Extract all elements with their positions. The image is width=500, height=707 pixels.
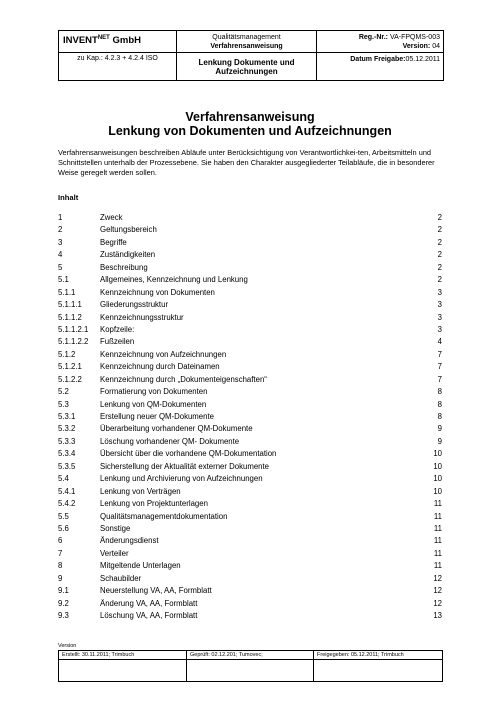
toc-entry[interactable] xyxy=(58,374,442,386)
toc-entry[interactable] xyxy=(58,436,442,448)
toc-entry[interactable] xyxy=(58,610,442,622)
toc-entry-number: 5.1.1.2.1 xyxy=(58,324,89,334)
document-header-table xyxy=(58,30,444,81)
toc-entry-page: 10 xyxy=(433,449,442,459)
toc-entry-number: 5.2 xyxy=(58,387,69,397)
toc-entry[interactable] xyxy=(58,498,442,510)
toc-entry-title: Lenkung von Verträgen xyxy=(100,486,181,496)
footer-signature-created xyxy=(59,660,187,682)
toc-entry-title: Formatierung von Dokumenten xyxy=(100,387,208,397)
toc-entry-number: 5.1 xyxy=(58,275,69,285)
toc-entry[interactable] xyxy=(58,598,442,610)
toc-entry-number: 9 xyxy=(58,573,63,583)
toc-entry-page: 8 xyxy=(437,412,442,421)
toc-entry-number: 9.2 xyxy=(58,598,69,608)
toc-entry-title: Fußzeilen xyxy=(100,337,135,347)
toc-entry-title: Gliederungsstruktur xyxy=(100,300,169,310)
toc-entry-title: Kennzeichnungsstruktur xyxy=(100,312,184,322)
release-date: Datum Freigabe:05.12.2011 xyxy=(350,56,440,63)
toc-entry-number: 7 xyxy=(58,548,63,558)
toc-entry-title: Lenkung von Projektunterlagen xyxy=(100,499,208,509)
toc-entry-page: 3 xyxy=(437,324,442,334)
toc-entry[interactable] xyxy=(58,473,442,485)
toc-entry-number: 5.4.1 xyxy=(58,486,76,496)
toc-entry-number: 2 xyxy=(58,225,63,235)
toc-entry[interactable] xyxy=(58,324,442,336)
toc-entry-number: 5.3.4 xyxy=(58,449,76,459)
toc-entry-number: 5.3.5 xyxy=(58,461,76,471)
toc-entry-page: 3 xyxy=(437,312,442,322)
company-cell xyxy=(59,31,177,53)
toc-entry-title: Verteiler xyxy=(100,548,129,558)
footer-signature-released xyxy=(314,660,443,682)
toc-entry-number: 9.3 xyxy=(58,611,69,620)
doc-type: Verfahrensanweisung xyxy=(210,43,283,50)
toc-entry-page: 2 xyxy=(437,225,442,235)
toc-entry-page: 10 xyxy=(433,474,442,484)
footer-signature-checked xyxy=(187,660,314,682)
toc-entry-page: 2 xyxy=(437,262,442,272)
toc-entry-title: Neuerstellung VA, AA, Formblatt xyxy=(100,586,212,596)
toc-entry[interactable] xyxy=(58,511,442,523)
toc-entry[interactable] xyxy=(58,535,442,547)
toc-entry[interactable] xyxy=(58,361,442,373)
toc-entry-page: 8 xyxy=(437,387,442,397)
footer-table xyxy=(58,650,443,682)
toc-entry[interactable] xyxy=(58,212,442,224)
toc-entry-number: 5.4.2 xyxy=(58,499,76,509)
toc-entry-number: 5.6 xyxy=(58,523,69,533)
subject-cell xyxy=(177,53,317,81)
toc-entry-page: 11 xyxy=(433,536,442,546)
toc-entry-page: 4 xyxy=(437,337,442,347)
toc-entry-number: 6 xyxy=(58,536,63,546)
toc-entry-page: 10 xyxy=(433,486,442,496)
toc-entry-number: 5.4 xyxy=(58,474,69,484)
document-title-line1: Verfahrensanweisung xyxy=(185,110,315,124)
toc-entry[interactable] xyxy=(58,262,442,274)
toc-entry-title: Begriffe xyxy=(100,237,127,247)
toc-entry-title: Überarbeitung vorhandener QM-Dokumente xyxy=(100,424,253,434)
toc-entry-page: 8 xyxy=(437,399,442,409)
toc-entry-number: 9.1 xyxy=(58,586,69,596)
toc-entry-title: Erstellung neuer QM-Dokumente xyxy=(100,412,214,421)
toc-entry-page: 9 xyxy=(437,424,442,434)
toc-entry[interactable] xyxy=(58,399,442,411)
toc-entry-page: 11 xyxy=(433,511,442,521)
toc-entry[interactable] xyxy=(58,461,442,473)
toc-entry-page: 11 xyxy=(433,499,442,509)
toc-entry-title: Beschreibung xyxy=(100,262,148,272)
footer-created: Erstellt: 30.11.2011; Trimbuch xyxy=(59,651,187,660)
toc-entry-title: Mitgeltende Unterlagen xyxy=(100,561,181,571)
toc-entry-title: Schaubilder xyxy=(100,573,142,583)
toc-entry[interactable] xyxy=(58,411,442,423)
toc-entry-title: Löschung vorhandener QM- Dokumente xyxy=(100,436,240,446)
toc-heading: Inhalt xyxy=(58,193,79,202)
toc-entry-page: 12 xyxy=(433,573,442,583)
toc-entry-page: 11 xyxy=(433,561,442,571)
toc-entry-title: Änderungsdienst xyxy=(100,536,159,546)
toc-entry[interactable] xyxy=(58,224,442,236)
toc-entry-title: Sicherstellung der Aktualität externer Dokumente xyxy=(100,461,270,471)
table-of-contents xyxy=(58,212,442,622)
toc-entry-page: 2 xyxy=(437,213,442,222)
qm-label: Qualitätsmanagement xyxy=(212,34,281,41)
toc-entry-page: 11 xyxy=(433,548,442,558)
toc-entry-title: Kennzeichnung durch „Dokumenteigenschaften“ xyxy=(100,374,267,384)
toc-entry-number: 5.1.2.1 xyxy=(58,362,82,372)
toc-entry[interactable] xyxy=(58,486,442,498)
toc-entry-title: Kopfzeile: xyxy=(100,324,135,334)
kapitel-reference: zu Kap.: 4.2.3 + 4.2.4 ISO xyxy=(77,55,158,62)
toc-entry-page: 12 xyxy=(433,598,442,608)
toc-entry-page: 7 xyxy=(437,362,442,372)
release-cell xyxy=(317,53,444,81)
toc-entry-number: 5.1.1 xyxy=(58,287,76,297)
reg-cell xyxy=(317,31,444,53)
toc-entry-title: Zweck xyxy=(100,213,123,222)
toc-entry-page: 3 xyxy=(437,300,442,310)
reg-number: Reg.-Nr.: VA-FPQMS-003 xyxy=(358,34,440,41)
footer-checked: Geprüft: 02.12.201; Tumovec; xyxy=(187,651,314,660)
toc-entry-title: Kennzeichnung von Aufzeichnungen xyxy=(100,349,227,359)
toc-entry-title: Löschung VA, AA, Formblatt xyxy=(100,611,198,620)
toc-entry-title: Zuständigkeiten xyxy=(100,250,156,260)
toc-entry-title: Geltungsbereich xyxy=(100,225,157,235)
toc-entry-number: 5.1.2 xyxy=(58,349,76,359)
toc-entry-number: 4 xyxy=(58,250,63,260)
toc-entry-number: 1 xyxy=(58,213,63,222)
toc-entry[interactable] xyxy=(58,299,442,311)
toc-entry-number: 3 xyxy=(58,237,63,247)
toc-entry-title: Qualitätsmanagementdokumentation xyxy=(100,511,228,521)
document-title-line2: Lenkung von Dokumenten und Aufzeichnungen xyxy=(108,124,392,138)
toc-entry-title: Sonstige xyxy=(100,523,131,533)
toc-entry[interactable] xyxy=(58,423,442,435)
toc-entry-title: Allgemeines, Kennzeichnung und Lenkung xyxy=(100,275,248,285)
toc-entry-number: 5.3 xyxy=(58,399,69,409)
toc-entry-title: Kennzeichnung durch Dateinamen xyxy=(100,362,220,372)
toc-entry-title: Lenkung und Archivierung von Aufzeichnungen xyxy=(100,474,263,484)
toc-entry[interactable] xyxy=(58,386,442,398)
toc-entry-number: 5.1.2.2 xyxy=(58,374,82,384)
toc-entry-page: 2 xyxy=(437,250,442,260)
toc-entry-number: 5.3.3 xyxy=(58,436,76,446)
toc-entry-number: 5.3.1 xyxy=(58,412,76,421)
toc-entry-page: 3 xyxy=(437,287,442,297)
toc-entry-page: 9 xyxy=(437,436,442,446)
company-name: $INVENT^{NET}$ GmbH xyxy=(63,35,141,47)
toc-entry-number: 5.1.1.2 xyxy=(58,312,82,322)
version-number: Version: 04 xyxy=(402,43,440,50)
toc-entry[interactable] xyxy=(58,585,442,597)
qm-cell xyxy=(177,31,317,53)
toc-entry-number: 5 xyxy=(58,262,63,272)
toc-entry-page: 2 xyxy=(437,275,442,285)
toc-entry-number: 5.1.1.1 xyxy=(58,300,82,310)
toc-entry[interactable] xyxy=(58,237,442,249)
toc-entry[interactable] xyxy=(58,573,442,585)
doc-subject: Lenkung Dokumente und Aufzeichnungen xyxy=(198,58,295,76)
toc-entry[interactable] xyxy=(58,560,442,572)
footer-released: Freigegeben: 05.12.2011; Trimbuch xyxy=(314,651,443,660)
toc-entry[interactable] xyxy=(58,287,442,299)
toc-entry-page: 11 xyxy=(433,523,442,533)
intro-paragraph: Verfahrensanweisungen beschreiben Abläufe unter Berücksichtigung von Verantwortlichkei-ten, Arbeitsmitteln und Schnittstellen unterhalb der Prozessebene. Sie haben den Charakter ausgegliederter Teilabläufe, die in besonderer Weise geregelt werden sollen. xyxy=(58,148,435,177)
toc-entry-title: Änderung VA, AA, Formblatt xyxy=(100,598,198,608)
toc-entry[interactable] xyxy=(58,249,442,261)
toc-entry-number: 5.3.2 xyxy=(58,424,76,434)
kapitel-cell xyxy=(59,53,177,81)
toc-entry-title: Lenkung von QM-Dokumenten xyxy=(100,399,207,409)
toc-entry-page: 7 xyxy=(437,374,442,384)
toc-entry-number: 5.5 xyxy=(58,511,69,521)
toc-entry-page: 10 xyxy=(433,461,442,471)
toc-entry[interactable] xyxy=(58,336,442,348)
toc-entry-page: 2 xyxy=(437,237,442,247)
toc-entry[interactable] xyxy=(58,523,442,535)
toc-entry[interactable] xyxy=(58,274,442,286)
toc-entry-number: 5.1.1.2.2 xyxy=(58,337,89,347)
toc-entry-title: Kennzeichnung von Dokumenten xyxy=(100,287,215,297)
toc-entry-number: 8 xyxy=(58,561,63,571)
toc-entry-page: 12 xyxy=(433,586,442,596)
toc-entry[interactable] xyxy=(58,448,442,460)
toc-entry[interactable] xyxy=(58,349,442,361)
toc-entry-page: 13 xyxy=(433,611,442,620)
toc-entry[interactable] xyxy=(58,312,442,324)
toc-entry-page: 7 xyxy=(437,349,442,359)
footer-version-label: Version xyxy=(58,643,77,649)
toc-entry-title: Übersicht über die vorhandene QM-Dokumentation xyxy=(100,449,277,459)
toc-entry[interactable] xyxy=(58,548,442,560)
